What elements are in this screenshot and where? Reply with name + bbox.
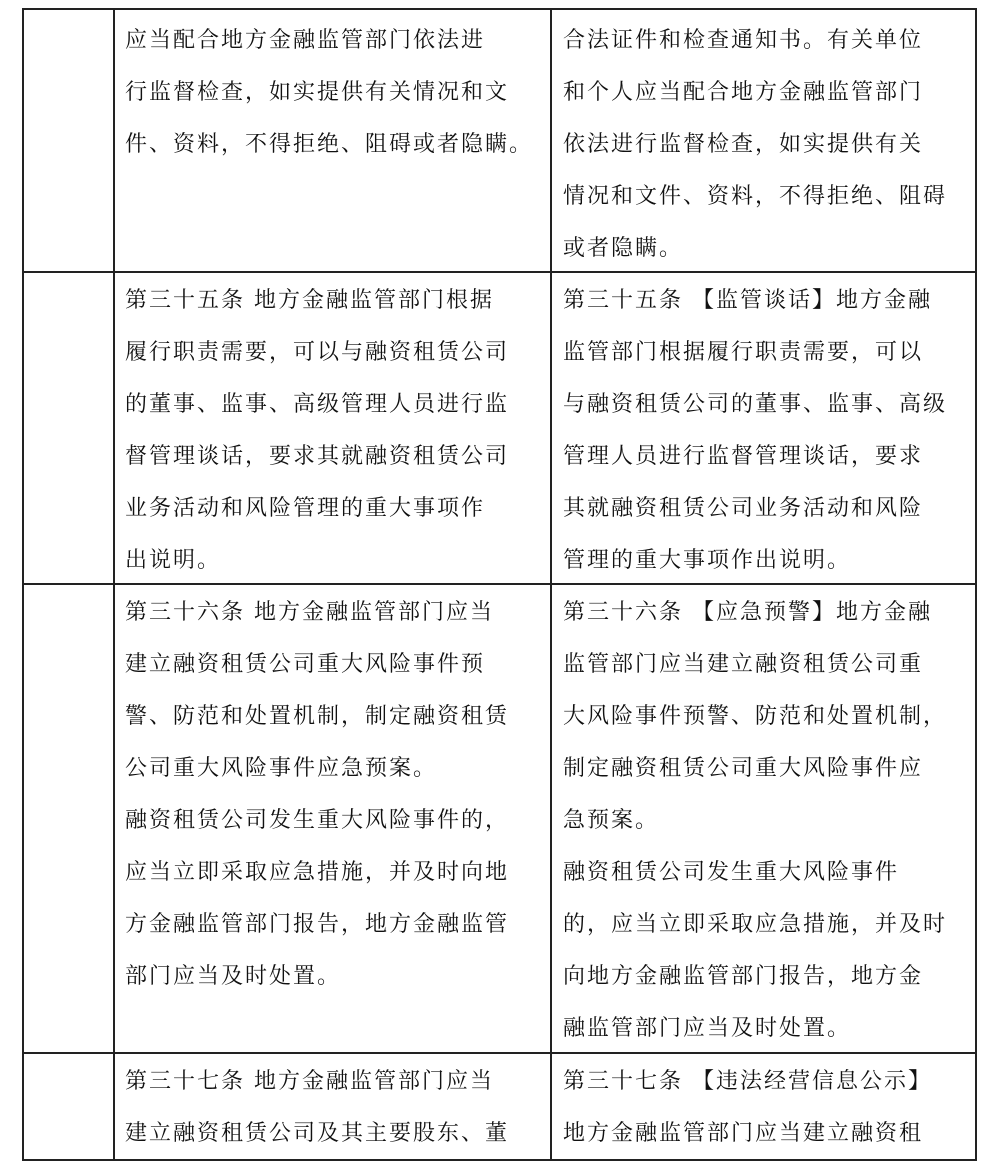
- text-line: 建立融资租赁公司重大风险事件预: [125, 652, 486, 677]
- text-line: 融资租赁公司发生重大风险事件的，: [125, 808, 510, 833]
- table-cell-original: [115, 273, 549, 582]
- text-line: 大风险事件预警、防范和处置机制，: [563, 704, 948, 729]
- text-line: 制定融资租赁公司重大风险事件应: [563, 756, 924, 781]
- text-line: 或者隐瞒。: [563, 236, 684, 261]
- text-line: 部门应当及时处置。: [125, 964, 342, 989]
- table-cell-original: [115, 10, 549, 270]
- text-line: 履行职责需要，可以与融资租赁公司: [125, 340, 510, 365]
- text-line: 情况和文件、资料，不得拒绝、阻碍: [563, 184, 948, 209]
- text-line: 监管部门应当建立融资租赁公司重: [563, 652, 924, 677]
- text-line: 向地方金融监管部门报告，地方金: [563, 964, 924, 989]
- text-line: 监管部门根据履行职责需要，可以: [563, 340, 924, 365]
- text-line: 第三十五条 地方金融监管部门根据: [125, 288, 494, 313]
- text-line: 第三十七条 【违法经营信息公示】: [563, 1069, 932, 1094]
- table-border-bottom: [22, 1159, 977, 1161]
- text-line: 建立融资租赁公司及其主要股东、董: [125, 1121, 510, 1146]
- text-line: 管理人员进行监督管理谈话，要求: [563, 444, 924, 469]
- text-line: 其就融资租赁公司业务活动和风险: [563, 496, 924, 521]
- table-cell-original: [115, 1054, 549, 1158]
- text-line: 方金融监管部门报告，地方金融监管: [125, 912, 510, 937]
- text-line: 融资租赁公司发生重大风险事件: [563, 860, 900, 885]
- text-line: 和个人应当配合地方金融监管部门: [563, 80, 924, 105]
- text-line: 第三十六条 【应急预警】地方金融: [563, 600, 932, 625]
- text-line: 督管理谈话，要求其就融资租赁公司: [125, 444, 510, 469]
- text-line: 融监管部门应当及时处置。: [563, 1016, 852, 1041]
- text-line: 第三十五条 【监管谈话】地方金融: [563, 288, 932, 313]
- table-border-right: [975, 8, 977, 1160]
- text-line: 管理的重大事项作出说明。: [563, 548, 852, 573]
- text-line: 出说明。: [125, 548, 222, 573]
- text-line: 的董事、监事、高级管理人员进行监: [125, 392, 510, 417]
- text-line: 的，应当立即采取应急措施，并及时: [563, 912, 948, 937]
- table-cell-revised: [552, 1054, 974, 1158]
- table-cell-revised: [552, 273, 974, 582]
- table-cell-revised: [552, 10, 974, 270]
- text-line: 第三十六条 地方金融监管部门应当: [125, 600, 494, 625]
- text-line: 合法证件和检查通知书。有关单位: [563, 28, 924, 53]
- text-line: 急预案。: [563, 808, 660, 833]
- text-line: 依法进行监督检查，如实提供有关: [563, 132, 924, 157]
- text-line: 行监督检查，如实提供有关情况和文: [125, 80, 510, 105]
- text-line: 件、资料，不得拒绝、阻碍或者隐瞒。: [125, 132, 534, 157]
- text-line: 公司重大风险事件应急预案。: [125, 756, 438, 781]
- text-line: 警、防范和处置机制，制定融资租赁: [125, 704, 510, 729]
- table-cell-revised: [552, 585, 974, 1051]
- text-line: 与融资租赁公司的董事、监事、高级: [563, 392, 948, 417]
- text-line: 第三十七条 地方金融监管部门应当: [125, 1069, 494, 1094]
- text-line: 应当配合地方金融监管部门依法进: [125, 28, 486, 53]
- text-line: 应当立即采取应急措施，并及时向地: [125, 860, 510, 885]
- table-border-left: [22, 8, 24, 1160]
- table-cell-original: [115, 585, 549, 1051]
- text-line: 地方金融监管部门应当建立融资租: [563, 1121, 924, 1146]
- text-line: 业务活动和风险管理的重大事项作: [125, 496, 486, 521]
